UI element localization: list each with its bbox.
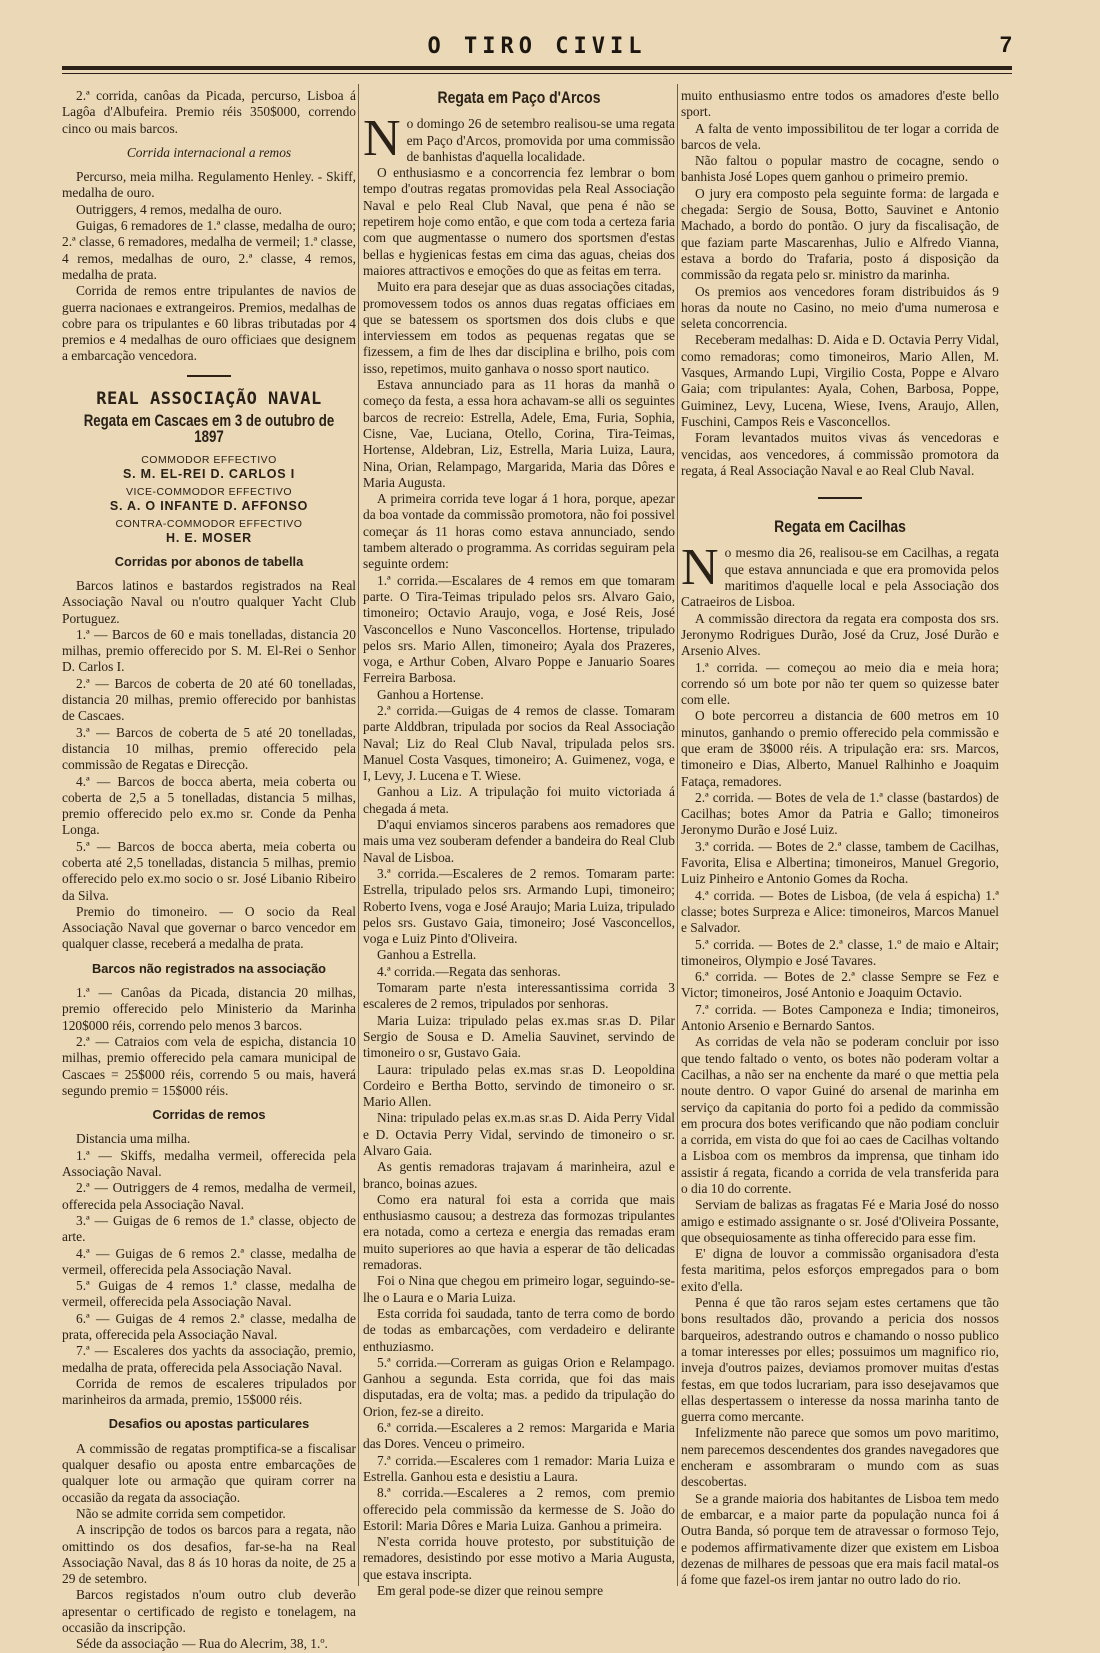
- paragraph: No domingo 26 de setembro realisou-se uma regata em Paço d'Arcos, promovida por uma commissão de banhistas d'aquella localidade.: [363, 110, 675, 168]
- paragraph: 5.ª Guigas de 4 remos 1.ª classe, medalha de vermeil, offerecida pela Associação Naval.: [62, 1278, 356, 1310]
- paragraph: 5.ª — Barcos de bocca aberta, meia coberta ou coberta até 2,5 tonelladas, distancia 5 milhas, premio offerecido pelo ex.mo socio o sr. José Libanio Ribeiro da Silva.: [62, 838, 356, 903]
- paragraph: 5.ª corrida.—Correram as guigas Orion e Relampago. Ganhou a segunda. Esta corrida, que foi das mais disputadas, era de volta; mas. a pedido da tripulação do Orion, fez-se a direito.: [363, 1354, 675, 1419]
- paragraph: Corrida de remos de escaleres tripulados por marinheiros da armada, premio, 15$000 réis.: [62, 1375, 356, 1408]
- paragraph: A commissão directora da regata era composta dos srs. Jeronymo Rodrigues Durão, José da Cruz, José Durão e Arsenio Alves.: [681, 610, 999, 659]
- article-headline: Regata em Cacilhas: [774, 517, 906, 537]
- paragraph: 3.ª — Barcos de coberta de 5 até 20 tonelladas, distancia 10 milhas, premio offerecido pela commissão de Regatas e Direcção.: [62, 724, 356, 773]
- paragraph: 2.ª corrida, canôas da Picada, percurso, Lisboa á Lagôa d'Albufeira. Premio réis 350$000, correndo cinco ou mais barcos.: [62, 88, 356, 136]
- section-title: Desafios ou apostas particulares: [108, 1416, 310, 1432]
- paragraph: Séde da associação — Rua do Alecrim, 38, 1.º.: [76, 1636, 328, 1652]
- masthead: REAL ASSOCIAÇÃO NAVAL: [96, 388, 322, 409]
- paragraph: Foram levantados muitos vivas ás vencedoras e vencidas, aos vencedores, á commissão promotora da regata, á Real Associação Naval e ao Real Club Naval.: [681, 430, 999, 478]
- paragraph: 3.ª corrida.—Escaleres de 2 remos. Tomaram parte: Estrella, tripulado pelos srs. Armando Lupi, timoneiro; Roberto Ivens, voga e José Araujo; Maria Luiza, tripulado pelos srs. Gustavo Gaia, timoneiro; José Vasconcellos, voga e Luiz Pinto d'Oliveira.: [363, 865, 675, 947]
- paragraph: Outriggers, 4 remos, medalha de ouro.: [76, 201, 283, 217]
- article-headline: Regata em Cascaes em 3 de outubro de 1897: [83, 411, 335, 447]
- paragraph: Barcos registados n'oum outro club deverão apresentar o certificado de registo e tonelagem, na occasião da inscripção.: [62, 1587, 356, 1636]
- paragraph: 2.ª — Catraios com vela de espicha, distancia 10 milhas, premio offerecido pela camara municipal de Cascaes = 25$000 réis, correndo 5 ou mais, haverá segundo premio = 15$000 réis.: [62, 1033, 356, 1098]
- drop-cap: N: [681, 539, 719, 597]
- paragraph: 7.ª corrida. — Botes Camponeza e India; timoneiros, Antonio Arsenio e Bernardo Santos.: [681, 1001, 999, 1034]
- separator: [818, 497, 862, 499]
- separator: [187, 375, 231, 377]
- paragraph: 1.ª corrida.—Escalares de 4 remos em que tomaram parte. O Tira-Teimas tripulado pelos srs. Alvaro Gaio, timoneiro; Octavio Araujo, voga, e José Reis, José Vasconcellos e Nuno Vasconcellos. Hortense, tripulado pelos srs. Mario Allen, timoneiro; Ayala dos Prazeres, voga, e Arthur Coben, Alvaro Poppe e Januario Soares Ferreira Barbosa.: [363, 572, 675, 686]
- paragraph: Maria Luiza: tripulado pelas ex.mas sr.as D. Pilar Sergio de Sousa e D. Amelia Sauvinet, servindo de timoneiro o sr, Gustavo Gaia.: [363, 1012, 675, 1061]
- paragraph: 2.ª corrida. — Botes de vela de 1.ª classe (bastardos) de Cacilhas; botes Amor da Patria e Gallo; timoneiros Jeronymo Durão e José Luiz.: [681, 789, 999, 838]
- newspaper-title: O TIRO CIVIL: [427, 34, 647, 59]
- paragraph: Corrida de remos entre tripulantes de navios de guerra nacionaes e extrangeiros. Premios, medalhas de cobre para os tripulantes e 60 libras tributadas por 4 premios e 4 medalhas de ouro officiaes que designem a embarcação vencedora.: [62, 283, 356, 364]
- paragraph: Percurso, meia milha. Regulamento Henley. - Skiff, medalha de ouro.: [62, 169, 356, 201]
- paragraph: 7.ª corrida.—Escaleres com 1 remador: Maria Luiza e Estrella. Ganhou esta e desistiu a Laura.: [363, 1452, 675, 1484]
- paragraph: 2.ª — Outriggers de 4 remos, medalha de vermeil, offerecida pela Associação Naval.: [62, 1180, 356, 1212]
- column-3: [681, 88, 999, 1588]
- paragraph: Tomaram parte n'esta interessantissima corrida 3 escaleres de 2 remos, tripulados por senhoras.: [363, 980, 675, 1012]
- header-rule-thick: [62, 66, 1012, 70]
- header-rule-thin: [62, 73, 1012, 74]
- paragraph: Não se admite corrida sem competidor.: [76, 1505, 286, 1521]
- paragraph: 2.ª — Barcos de coberta de 20 até 60 tonelladas, distancia 20 milhas, premio offerecido por banhistas de Cascaes.: [62, 675, 356, 724]
- paragraph: A inscripção de todos os barcos para a regata, não omittindo os dos desafios, far-se-ha na Real Associação Naval, das 8 ás 10 horas da noite, de 25 a 29 de setembro.: [62, 1522, 356, 1587]
- paragraph: Receberam medalhas: D. Aida e D. Octavia Perry Vidal, como remadoras; como timoneiros, Mario Allen, M. Vasques, Armando Lupi, Virgilio Costa, Poppe e Alvaro Gaia; com tripulantes: Ayala, Cohen, Barbosa, Poppe, Guiminez, Levy, Lucena, Wiese, Ivens, Araujo, Allen, Fuschini, Campos Reis e Vasconcellos.: [681, 332, 999, 429]
- column-2: [363, 88, 675, 1599]
- paragraph: Estava annunciado para as 11 horas da manhã o começo da festa, a essa hora achavam-se alli os seguintes barcos de recreio: Estrella, Adele, Ema, Furia, Sophia, Cisne, Vae, Luciana, Otello, Corina, Tira-Teimas, Hortense, Aldebran, Liz, Estrella, Maria Luiza, Laura, Nina, Orian, Relampago, Margarida, Maria das Dôres e Maria Augusta.: [363, 377, 675, 490]
- paragraph: 1.ª — Canôas da Picada, distancia 20 milhas, premio offerecido pelo Ministerio da Marinha 120$000 réis, correndo pelo menos 3 barcos.: [62, 985, 356, 1033]
- paragraph: Se a grande maioria dos habitantes de Lisboa tem medo de embarcar, e a maior parte da população nunca foi á Outra Banda, só porque tem de atravessar o formoso Tejo, e podemos affirmativamente dizer que existem em Lisboa dezenas de milhares de pessoas que era mais facil matal-os á fome que fazel-os irem jantar no outro lado do rio.: [681, 1490, 999, 1588]
- paragraph: Serviam de balizas as fragatas Fé e Maria José do nosso amigo e estimado assignante o sr. José d'Oliveira Possante, que obsequiosamente as tinha offerecido para esse fim.: [681, 1197, 999, 1245]
- section-title: Corridas por abonos de tabella: [114, 553, 304, 569]
- paragraph: Foi o Nina que chegou em primeiro logar, seguindo-se-lhe o Laura e o Maria Luiza.: [363, 1273, 675, 1305]
- paragraph: 4.ª corrida.—Regata das senhoras.: [377, 963, 561, 979]
- paragraph: Guigas, 6 remadores de 1.ª classe, medalha de ouro; 2.ª classe, 6 remadores, medalha de vermeil; 1.ª classe, 4 remos, medalhas de ouro, 2.ª classe, 4 remos, medalha de prata.: [62, 218, 356, 282]
- paragraph: Os premios aos vencedores foram distribuidos ás 9 horas da noute no Casino, no meio d'uma numerosa e seleta concorrencia.: [681, 283, 999, 332]
- paragraph: Nina: tripulado pelas ex.m.as sr.as D. Aida Perry Vidal e D. Octavia Perry Vidal, servindo de timoneiro o sr. Alvaro Gaia.: [363, 1110, 675, 1158]
- paragraph: As corridas de vela não se poderam concluir por isso que tendo faltado o vento, os botes não poderam voltar a Cacilhas, a não ser na enchente da maré o que mettia pela noute dentro. O vapor Guiné do arsenal de marinha em serviço da capitania do porto foi a pedido da commissão em procura dos botes verificando que não podiam concluir a corrida, em vista do que foi ao caes de Cacilhas voltando a Lisboa com os membros da imprensa, que tinham ido assistir á regata, ficando a corrida de vela transferida para o dia 10 do corrente.: [681, 1034, 999, 1196]
- paragraph: 6.ª corrida.—Escaleres a 2 remos: Margarida e Maria das Dores. Venceu o primeiro.: [363, 1420, 675, 1452]
- paragraph: muito enthusiasmo entre todos os amadores d'este bello sport.: [681, 88, 999, 120]
- paragraph: 3.ª corrida. — Botes de 2.ª classe, tambem de Cacilhas, Favorita, Elisa e Albertina; timoneiros, Manuel Gregorio, Luiz Pinheiro e Antonio Gomes da Rocha.: [681, 838, 999, 887]
- paragraph: D'aqui enviamos sinceros parabens aos remadores que mais uma vez souberam defender a bandeira do Real Club Naval de Lisboa.: [363, 817, 675, 865]
- officer-role: CONTRA-COMMODOR EFFECTIVO: [115, 517, 303, 530]
- column-1: [62, 88, 356, 1653]
- paragraph: O jury era composto pela seguinte forma: de largada e chegada: Sergio de Sousa, Botto, Sauvinet e Antonio Machado, a bordo do pontão. O jury da fiscalisação, de que faziam parte Mascarenhas, Julio e Alfredo Vianna, estava a bordo do Trafaria, posto á disposição da commissão da regata pelo sr. ministro da marinha.: [681, 185, 999, 283]
- column-divider-2: [677, 84, 678, 1586]
- section-title: Corridas de remos: [152, 1107, 266, 1123]
- paragraph: 3.ª — Guigas de 6 remos de 1.ª classe, objecto de arte.: [62, 1212, 356, 1245]
- paragraph: 4.ª — Guigas de 6 remos 2.ª classe, medalha de vermeil, offerecida pela Associação Naval.: [62, 1245, 356, 1277]
- paragraph: A falta de vento impossibilitou de ter logar a corrida de barcos de vela.: [681, 120, 999, 152]
- paragraph: Laura: tripulado pelas ex.mas sr.as D. Leopoldina Cordeiro e Bertha Botto, servindo de timoneiro o sr. Mario Allen.: [363, 1061, 675, 1110]
- paragraph: O bote percorreu a distancia de 600 metros em 10 minutos, ganhando o premio offerecido pela commissão e que eram de 3$000 réis. A tripulação era: srs. Marcos, timoneiro e Dias, Alberto, Manuel Ralhinho e Joaquim Fataça, remadores.: [681, 708, 999, 789]
- column-divider-1: [358, 84, 359, 1586]
- officer-name: S. A. O INFANTE D. AFFONSO: [109, 498, 309, 513]
- paragraph: Infelizmente não parece que somos um povo maritimo, nem parecemos descendentes dos grandes navegadores que encheram e assombraram o mundo com as suas descobertas.: [681, 1425, 999, 1490]
- paragraph: A commissão de regatas promptifica-se a fiscalisar qualquer desafio ou aposta entre embarcações de qualquer lote ou armação que quiram correr na occasião da regata da associação.: [62, 1440, 356, 1505]
- drop-cap: N: [363, 110, 401, 168]
- paragraph: 6.ª corrida. — Botes de 2.ª classe Sempre se Fez e Victor; timoneiros, José Antonio e Joaquim Octavio.: [681, 969, 999, 1001]
- paragraph: A primeira corrida teve logar á 1 hora, porque, apezar da boa vontade da commissão promotora, não foi possivel começar ás 11 horas como estava annunciado, sendo tambem alterado o programma. As corridas seguiram pela seguinte ordem:: [363, 491, 675, 572]
- paragraph: 1.ª — Skiffs, medalha vermeil, offerecida pela Associação Naval.: [62, 1147, 356, 1180]
- paragraph: 1.ª corrida. — começou ao meio dia e meia hora; correndo só um bote por não ter quem so quizesse bater com elle.: [681, 659, 999, 708]
- section-title: Barcos não registrados na associação: [92, 960, 326, 976]
- paragraph: As gentis remadoras trajavam á marinheira, azul e branco, boinas azues.: [363, 1159, 675, 1191]
- article-headline: Regata em Paço d'Arcos: [437, 88, 601, 107]
- officer-name: H. E. MOSER: [166, 530, 252, 545]
- paragraph: Distancia uma milha.: [76, 1131, 191, 1147]
- paragraph: Barcos latinos e bastardos registrados na Real Associação Naval ou n'outro qualquer Yacht Club Portuguez.: [62, 577, 356, 626]
- paragraph: Ganhou a Liz. A tripulação foi muito victoriada á chegada á meta.: [363, 784, 675, 816]
- paragraph: 6.ª — Guigas de 4 remos 2.ª classe, medalha de prata, offerecida pela Associação Naval.: [62, 1310, 356, 1342]
- paragraph: 7.ª — Escaleres dos yachts da associação, premio, medalha de prata, offerecida pela Associação Naval.: [62, 1343, 356, 1375]
- paragraph: Premio do timoneiro. — O socio da Real Associação Naval que governar o barco vencedor em qualquer classe, receberá a medalha de prata.: [62, 903, 356, 952]
- officer-role: COMMODOR EFFECTIVO: [141, 453, 277, 466]
- paragraph: 4.ª corrida. — Botes de Lisboa, (de vela á espicha) 1.ª classe; botes Surpreza e Alice: timoneiros, Marcos Manuel e Salvador.: [681, 887, 999, 936]
- paragraph: E' digna de louvor a commissão organisadora d'esta festa maritima, pelos esforços empregados para o bom exito d'ella.: [681, 1246, 999, 1294]
- paragraph: No mesmo dia 26, realisou-se em Cacilhas, a regata que estava annunciada e que era promovida pelos maritimos d'aquelle local e pela Associação dos Catraeiros de Lisboa.: [681, 539, 999, 610]
- paragraph: O enthusiasmo e a concorrencia fez lembrar o bom tempo d'outras regatas promovidas pela Real Associação Naval e pelo Real Club Naval, que pena é não se repetirem hoje como então, e que com toda a certeza faria com que augmentasse o numero dos sportsmen d'estas bellas e hygienicas festas em cima das aguas, cheias dos maiores attractivos e emoções do que as feitas em terra.: [363, 165, 675, 278]
- paragraph: 2.ª corrida.—Guigas de 4 remos de classe. Tomaram parte Alddbran, tripulada por socios da Real Associação Naval; Liz do Real Club Naval, tripulada pelos srs. Manuel Costa Vasques, timoneiro; A. Guimenez, voga, e I, Levy, J. Lucena e T. Wiese.: [363, 702, 675, 784]
- paragraph: Muito era para desejar que as duas associações citadas, promovessem todos os annos duas regatas officiaes em que se batessem os sportsmen dos dois clubs e que interviessem em todos as pequenas regatas que se fizessem, a fim de lhes dar disciplina e brilho, pois com isso, repetimos, muito ganhava o nosso sport nautico.: [363, 279, 675, 376]
- officer-name: S. M. EL-REI D. CARLOS I: [123, 466, 295, 481]
- paragraph: 8.ª corrida.—Escaleres a 2 remos, com premio offerecido pela commissão da kermesse de S. João do Estoril: Maria Dôres e Maria Luiza. Ganhou a primeira.: [363, 1485, 675, 1533]
- page-number: 7: [999, 32, 1012, 57]
- subsection-title: Corrida internacional a remos: [126, 144, 292, 160]
- paragraph: Como era natural foi esta a corrida que mais enthusiasmo causou; a destreza das formozas tripulantes era notada, como a certeza e energia das remadas eram muito superiores ao que havia a esperar de tão delicadas remadoras.: [363, 1191, 675, 1273]
- paragraph: Esta corrida foi saudada, tanto de terra como de bordo de todas as embarcações, com verdadeiro e delirante enthuziasmo.: [363, 1305, 675, 1354]
- paragraph: 4.ª — Barcos de bocca aberta, meia coberta ou coberta de 2,5 a 5 tonelladas, distancia 5 milhas, premio offerecido pelo ex.mo sr. Conde da Penha Longa.: [62, 773, 356, 838]
- paragraph: 1.ª — Barcos de 60 e mais tonelladas, distancia 20 milhas, premio offerecido por S. M. El-Rei o Senhor D. Carlos I.: [62, 626, 356, 675]
- officer-role: VICE-COMMODOR EFFECTIVO: [125, 485, 293, 498]
- paragraph: Penna é que tão raros sejam estes certamens que tão bons resultados dão, provando a pericia dos nossos barqueiros, adestrando outros e chamando o nosso publico a tomar interesses por elles; possuimos um magnifico rio, inveja d'outros paizes, deviamos promover muitas d'estas festas, em que todos lucrariam, para isso desejavamos que ellas despertassem o interesse da nossa marinha tanto de guerra como mercante.: [681, 1295, 999, 1425]
- paragraph: Ganhou a Hortense.: [377, 686, 484, 702]
- paragraph: Em geral pode-se dizer que reinou sempre: [377, 1583, 604, 1599]
- paragraph: 5.ª corrida. — Botes de 2.ª classe, 1.º de maio e Altair; timoneiros, Olympio e José Tavares.: [681, 936, 999, 968]
- paragraph: Não faltou o popular mastro de cocagne, sendo o banhista José Lopes quem ganhou o primeiro premio.: [681, 153, 999, 185]
- paragraph: N'esta corrida houve protesto, por substituição de remadores, desistindo por esse motivo a Maria Augusta, que estava inscripta.: [363, 1534, 675, 1582]
- paragraph: Ganhou a Estrella.: [377, 947, 477, 963]
